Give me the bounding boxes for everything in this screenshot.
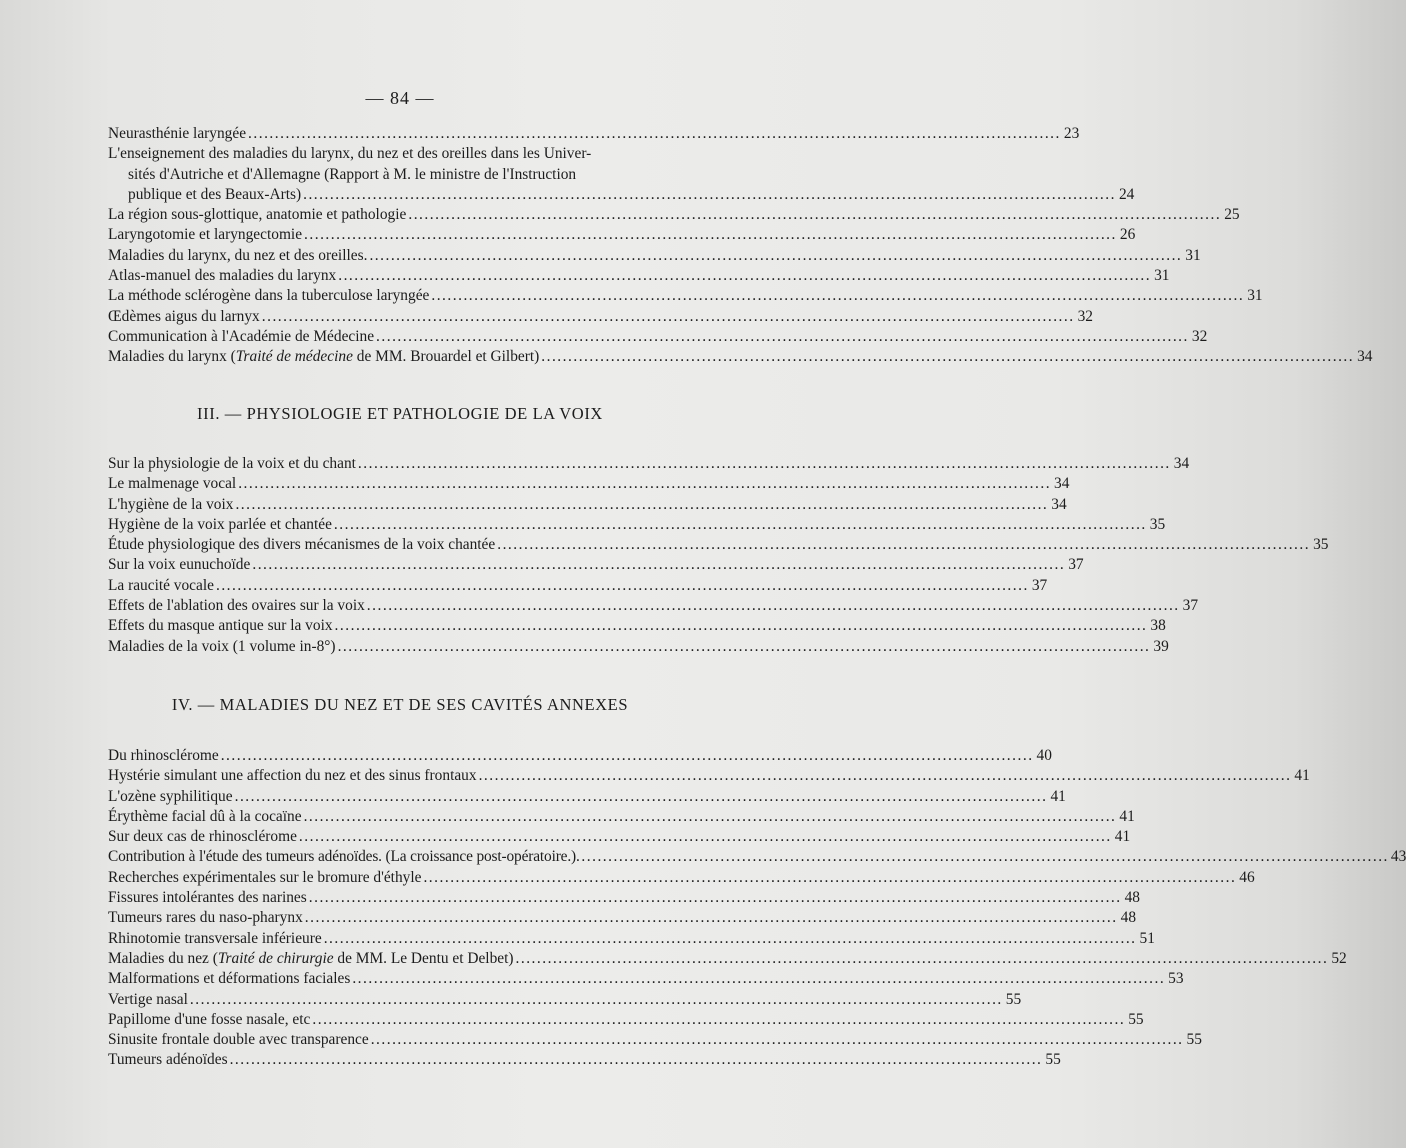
title-part: de MM. Brouardel et Gilbert) xyxy=(352,348,540,366)
toc-entry-title: Œdèmes aigus du larnyx xyxy=(108,307,260,325)
leader-dots xyxy=(376,327,1189,347)
toc-entry-title: Effets de l'ablation des ovaires sur la voix xyxy=(108,597,365,615)
toc-entry-title: L'ozène syphilitique xyxy=(108,787,233,805)
toc-entry-page: 25 xyxy=(1224,206,1240,224)
title-part: de MM. Le Dentu et Delbet) xyxy=(333,949,514,967)
toc-entry-page: 39 xyxy=(1153,637,1169,655)
leader-dots xyxy=(309,888,1122,908)
section-heading-voice: III. — PHYSIOLOGIE ET PATHOLOGIE DE LA VOIX xyxy=(197,404,603,423)
toc-entry-page: 55 xyxy=(1045,1051,1061,1069)
toc-entry-page: 48 xyxy=(1120,909,1137,927)
leader-dots xyxy=(369,246,1182,266)
toc-entry-title: Tumeurs rares du naso-pharynx xyxy=(108,909,303,927)
leader-dots xyxy=(248,124,1061,144)
title-part: Maladies du nez ( xyxy=(108,949,218,967)
leader-dots xyxy=(352,969,1165,989)
toc-entry-title: Laryngotomie et laryngectomie xyxy=(108,226,303,244)
leader-dots xyxy=(497,535,1310,555)
leader-dots xyxy=(235,495,1048,515)
toc-entry xyxy=(108,307,1093,327)
toc-entry-title: Tumeurs adénoïdes xyxy=(108,1051,228,1069)
page-number: — 84 — xyxy=(365,88,435,108)
toc-entry xyxy=(108,286,1263,306)
toc-entry xyxy=(108,766,1310,786)
toc-entry-title: Étude physiologique des divers mécanismes de la voix chantée xyxy=(108,536,496,554)
leader-dots xyxy=(304,225,1117,245)
toc-entry-page: 32 xyxy=(1191,327,1208,345)
toc-entry-page: 34 xyxy=(1051,495,1067,513)
toc-entry-title: Sinusite frontale double avec transparence xyxy=(108,1031,369,1049)
toc-entry xyxy=(108,205,1240,225)
toc-entry-page: 31 xyxy=(1185,246,1201,264)
toc-entry-title: Rhinotomie transversale inférieure xyxy=(108,929,322,947)
toc-entry-title: Vertige nasal xyxy=(108,990,188,1008)
toc-entry-title: publique et des Beaux-Arts) xyxy=(128,185,302,203)
leader-dots xyxy=(190,990,1003,1010)
leader-dots xyxy=(541,347,1354,367)
toc-entry-page: 35 xyxy=(1149,515,1166,533)
toc-entry-title: Recherches expérimentales sur le bromure d'éthyle xyxy=(108,868,422,886)
leader-dots xyxy=(252,555,1065,575)
toc-entry-page: 41 xyxy=(1294,767,1310,785)
leader-dots xyxy=(335,616,1148,636)
toc-entry-title: Sur la physiologie de la voix et du chant xyxy=(108,455,356,472)
toc-entry-page: 26 xyxy=(1119,226,1136,244)
leader-dots xyxy=(221,746,1034,766)
toc-entry xyxy=(108,969,1184,989)
toc-entry-page: 41 xyxy=(1050,787,1066,805)
toc-entry xyxy=(108,347,1373,367)
toc-entry xyxy=(108,1030,1202,1050)
toc-entry-page: 34 xyxy=(1054,475,1070,493)
leader-dots xyxy=(312,1010,1125,1030)
toc-entry-title: La méthode sclérogène dans la tuberculose laryngée xyxy=(108,287,430,305)
toc-entry-title: Communication à l'Académie de Médecine xyxy=(108,327,375,345)
toc-entry-title: Neurasthénie laryngée xyxy=(108,125,247,142)
toc-entry xyxy=(108,535,1329,555)
toc-entry-title: Fissures intolérantes des narines xyxy=(108,889,307,907)
toc-entry xyxy=(108,555,1084,575)
toc-entry-title: La raucité vocale xyxy=(108,576,214,594)
toc-entry-title: Atlas-manuel des maladies du larynx xyxy=(108,267,337,285)
toc-entry xyxy=(108,1010,1144,1030)
toc-entry xyxy=(108,266,1170,286)
toc-entry xyxy=(108,807,1135,827)
leader-dots xyxy=(238,474,1051,494)
toc-entry-title-line: L'enseignement des maladies du larynx, du nez et des oreilles dans les Univer- xyxy=(108,145,592,163)
leader-dots xyxy=(304,807,1117,827)
section-heading-nose: IV. — MALADIES DU NEZ ET DE SES CAVITÉS ANNEXES xyxy=(171,695,629,714)
toc-entry xyxy=(108,225,1136,245)
toc-entry xyxy=(108,787,1066,807)
leader-dots xyxy=(235,787,1048,807)
toc-entry-title: Hygiène de la voix parlée et chantée xyxy=(108,515,332,533)
toc-entry xyxy=(108,616,1166,636)
toc-entry xyxy=(108,949,1347,969)
toc-section-larynx xyxy=(108,124,1373,368)
toc-entry-page: 35 xyxy=(1313,536,1329,554)
toc-entry xyxy=(108,827,1131,847)
toc-entry-title: Papillome d'une fosse nasale, etc xyxy=(108,1010,311,1028)
leader-dots xyxy=(479,766,1292,786)
toc-entry-page: 51 xyxy=(1139,929,1155,947)
toc-entry xyxy=(108,246,1201,266)
toc-entry-page: 34 xyxy=(1357,348,1373,366)
leader-dots xyxy=(338,637,1151,657)
toc-section-nose xyxy=(108,746,1406,1071)
toc-entry xyxy=(108,908,1137,928)
toc-entry xyxy=(108,454,1190,474)
toc-entry xyxy=(108,1050,1061,1070)
leader-dots xyxy=(299,827,1112,847)
toc-entry-title: Érythème facial dû à la cocaïne xyxy=(108,807,302,825)
toc-entry-page: 32 xyxy=(1077,307,1093,325)
leader-dots xyxy=(334,515,1147,535)
toc-entry-page: 23 xyxy=(1063,125,1080,142)
toc-entry-page: 34 xyxy=(1173,455,1190,472)
toc-entry-page: 46 xyxy=(1239,868,1255,886)
toc-entry xyxy=(108,596,1199,616)
toc-entry xyxy=(108,929,1155,949)
toc-entry xyxy=(108,637,1169,657)
toc-entry-page: 31 xyxy=(1154,267,1170,285)
toc-entry-page: 52 xyxy=(1331,949,1347,967)
toc-entry-page: 38 xyxy=(1150,617,1166,635)
leader-dots xyxy=(262,307,1075,327)
toc-entry xyxy=(108,576,1048,596)
toc-entry-page: 37 xyxy=(1031,576,1048,594)
toc-entry-page: 31 xyxy=(1247,287,1263,305)
leader-dots xyxy=(303,185,1116,205)
leader-dots xyxy=(230,1050,1043,1070)
toc-entry-title-line: sités d'Autriche et d'Allemagne (Rapport à M. le ministre de l'Instruction xyxy=(128,165,577,183)
toc-entry-page: 41 xyxy=(1119,807,1135,825)
toc-entry-page: 53 xyxy=(1168,970,1184,988)
toc-entry xyxy=(108,888,1140,908)
toc-entry-page: 37 xyxy=(1068,556,1084,574)
toc-entry xyxy=(108,990,1022,1010)
toc-entry-page: 41 xyxy=(1114,828,1131,846)
leader-dots xyxy=(516,949,1329,969)
leader-dots xyxy=(423,868,1236,888)
title-part: Maladies du larynx ( xyxy=(108,348,236,366)
toc-entry-title: Maladies de la voix (1 volume in-8°) xyxy=(108,637,336,655)
toc-entry-page: 55 xyxy=(1186,1031,1202,1049)
toc-entry-title: Le malmenage vocal xyxy=(108,475,237,493)
toc-entry-page: 40 xyxy=(1036,747,1052,764)
leader-dots xyxy=(216,576,1029,596)
toc-entry xyxy=(108,746,1052,766)
leader-dots xyxy=(371,1030,1184,1050)
toc-entry xyxy=(108,515,1166,535)
toc-section-voice xyxy=(108,454,1329,657)
book-title: Traité de médecine xyxy=(235,348,353,366)
leader-dots xyxy=(358,454,1171,474)
toc-entry-page: 48 xyxy=(1124,889,1140,907)
leader-dots xyxy=(408,205,1221,225)
toc-entry-page: 43 xyxy=(1390,848,1406,866)
toc-entry-page: 55 xyxy=(1005,990,1022,1008)
toc-entry-title: Malformations et déformations faciales xyxy=(108,970,351,988)
toc-entry xyxy=(108,144,1135,205)
toc-entry-title: Du rhinosclérome xyxy=(108,747,219,764)
toc-entry-title: Sur la voix eunuchoïde xyxy=(108,556,251,574)
toc-entry-page: 37 xyxy=(1182,597,1199,615)
leader-dots xyxy=(576,847,1389,867)
toc-entry-page: 24 xyxy=(1118,185,1135,203)
toc-entry-title: Effets du masque antique sur la voix xyxy=(108,617,333,635)
toc-entry-title xyxy=(108,949,514,969)
leader-dots xyxy=(305,908,1118,928)
toc-entry xyxy=(108,474,1070,494)
toc-entry xyxy=(108,124,1080,144)
toc-entry-title: Contribution à l'étude des tumeurs adénoïdes. (La croissance post-opératoire.) xyxy=(108,848,577,866)
leader-dots xyxy=(324,929,1137,949)
leader-dots xyxy=(338,266,1151,286)
toc-entry xyxy=(108,868,1255,888)
leader-dots xyxy=(367,596,1180,616)
toc-entry xyxy=(108,327,1208,347)
leader-dots xyxy=(431,286,1244,306)
toc-entry-title: Maladies du larynx, du nez et des oreilles. xyxy=(108,246,368,264)
toc-entry xyxy=(108,847,1406,867)
toc-entry-title: L'hygiène de la voix xyxy=(108,495,234,513)
toc-entry xyxy=(108,495,1067,515)
toc-entry-title xyxy=(108,347,539,367)
book-title: Traité de chirurgie xyxy=(217,949,334,967)
toc-entry-last-line xyxy=(108,185,1135,205)
toc-entry-page: 55 xyxy=(1128,1010,1144,1028)
toc-entry-title: Sur deux cas de rhinosclérome xyxy=(108,828,297,846)
toc-entry-title: Hystérie simulant une affection du nez et des sinus frontaux xyxy=(108,767,477,785)
toc-entry-title: La région sous-glottique, anatomie et pathologie xyxy=(108,206,407,224)
